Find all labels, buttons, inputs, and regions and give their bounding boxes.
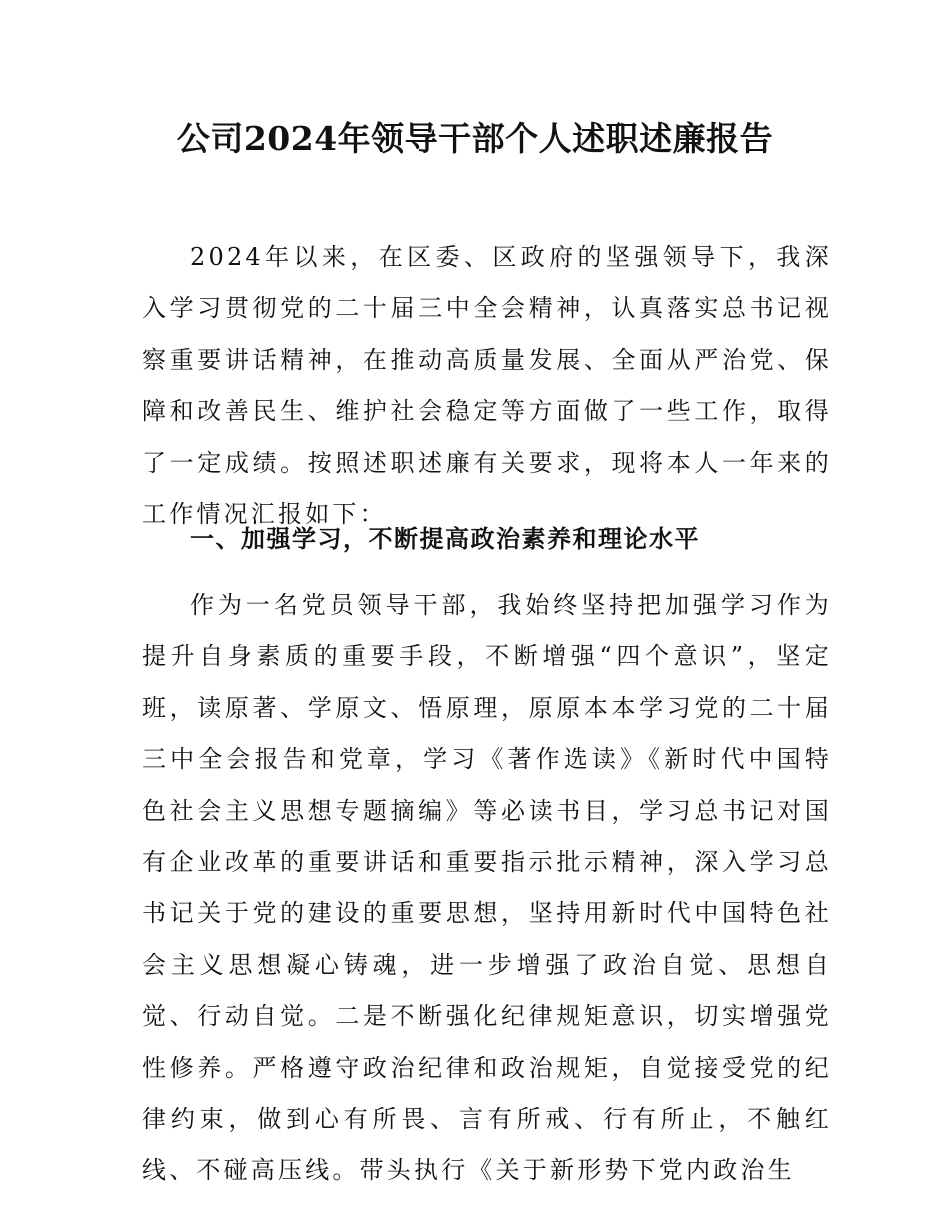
section-1-paragraph: 作为一名党员领导干部，我始终坚持把加强学习作为提升自身素质的重要手段，不断增强“四个意识”，坚定班，读原著、学原文、悟原理，原原本本学习党的二十届三中全会报告和党章，学习《著作选读》《新时代中国特色社会主义思想专题摘编》等必读书目，学习总书记对国有企业改革的重要讲话和重要指示批示精神，深入学习总书记关于党的建设的重要思想，坚持用新时代中国特色社会主义思想凝心铸魂，进一步增强了政治自觉、思想自觉、行动自觉。二是不断强化纪律规矩意识，切实增强党性修养。严格遵守政治纪律和政治规矩，自觉接受党的纪律约束，做到心有所畏、言有所戒、行有所止，不触红线、不碰高压线。带头执行《关于新形势下党内政治生 — [142, 591, 832, 1185]
section-heading-1: 一、加强学习，不断提高政治素养和理论水平 — [190, 525, 700, 553]
intro-paragraph: 2024年以来，在区委、区政府的坚强领导下，我深入学习贯彻党的二十届三中全会精神，认真落实总书记视察重要讲话精神，在推动高质量发展、全面从严治党、保障和改善民生、维护社会稳定等方面做了一些工作，取得了一定成绩。按照述职述廉有关要求，现将本人一年来的工作情况汇报如下： — [142, 243, 832, 529]
document-title: 公司2024年领导干部个人述职述廉报告 — [176, 119, 774, 158]
